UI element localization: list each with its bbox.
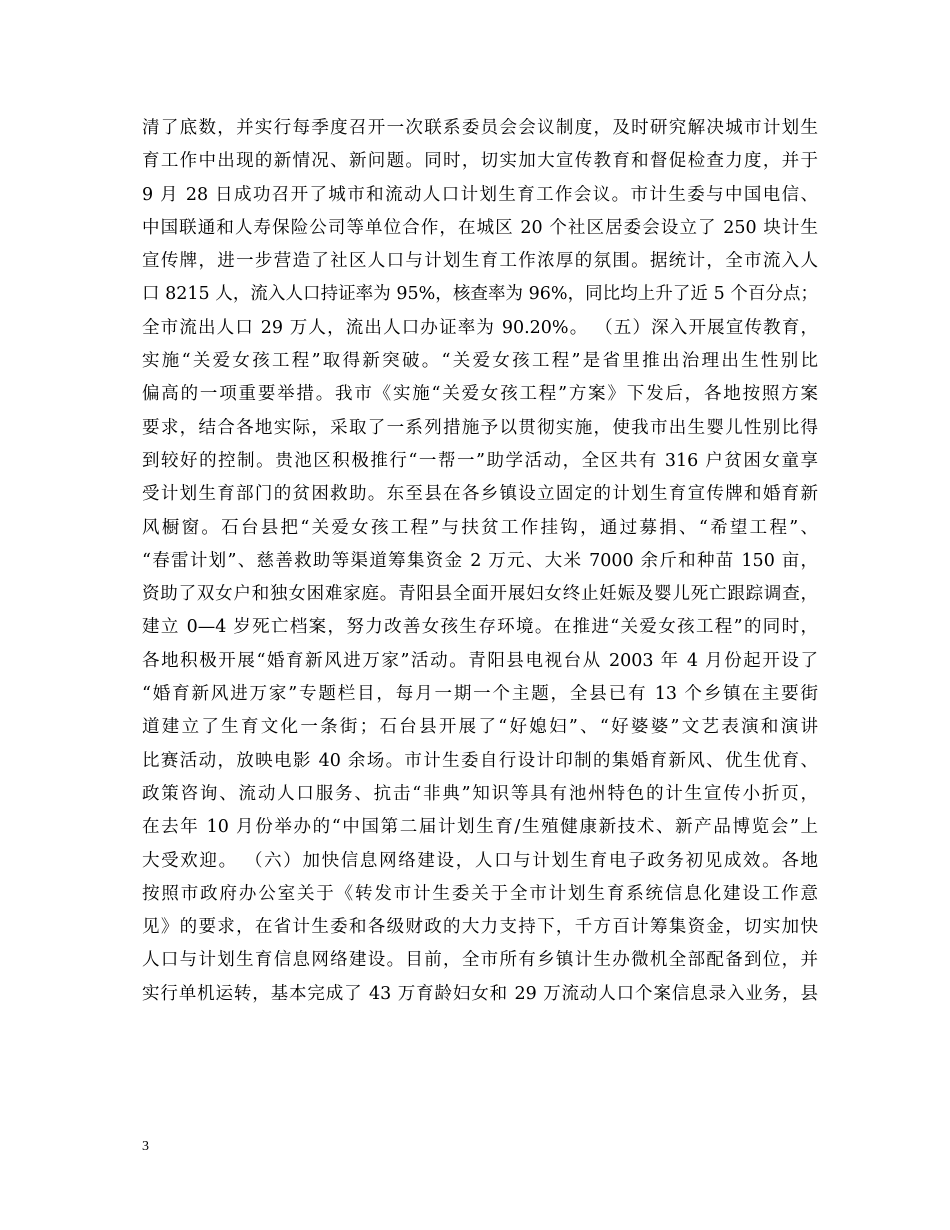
text-line: 资助了双女户和独女困难家庭。青阳县全面开展妇女终止妊娠及婴儿死亡跟踪调查， (142, 584, 818, 605)
text-line: 大受欢迎。 （六）加快信息网络建设，人口与计划生育电子政务初见成效。各地 (142, 850, 818, 871)
text-line: 9 月 28 日成功召开了城市和流动人口计划生育工作会议。市计生委与中国电信、 (142, 184, 818, 205)
text-line: “春雷计划”、慈善救助等渠道筹集资金 2 万元、大米 7000 余斤和种苗 150 亩， (142, 550, 818, 571)
text-line: 受计划生育部门的贫困救助。东至县在各乡镇设立固定的计划生育宣传牌和婚育新 (142, 484, 818, 505)
text-line: 各地积极开展“婚育新风进万家”活动。青阳县电视台从 2003 年 4 月份起开设了 (142, 650, 818, 671)
text-line: 见》的要求，在省计生委和各级财政的大力支持下，千方百计筹集资金，切实加快 (142, 917, 818, 938)
text-line: 建立 0—4 岁死亡档案，努力改善女孩生存环境。在推进“关爱女孩工程”的同时， (142, 617, 818, 638)
text-line: 宣传牌，进一步营造了社区人口与计划生育工作浓厚的氛围。据统计，全市流入人 (142, 251, 818, 272)
text-line: 到较好的控制。贵池区积极推行“一帮一”助学活动，全区共有 316 户贫困女童享 (142, 450, 818, 471)
text-line: 口 8215 人，流入人口持证率为 95%，核查率为 96%，同比均上升了近 5 个百分点； (142, 284, 818, 305)
body-text (142, 112, 818, 1011)
text-line: 政策咨询、流动人口服务、抗击“非典”知识等具有池州特色的计生宣传小折页， (142, 783, 818, 804)
text-line: 人口与计划生育信息网络建设。目前，全市所有乡镇计生办微机全部配备到位，并 (142, 950, 818, 971)
page-number: 3 (142, 1139, 149, 1154)
text-line: 实施“关爱女孩工程”取得新突破。“关爱女孩工程”是省里推出治理出生性别比 (142, 351, 818, 372)
text-line: 按照市政府办公室关于《转发市计生委关于全市计划生育系统信息化建设工作意 (142, 883, 818, 904)
text-line: 全市流出人口 29 万人，流出人口办证率为 90.20%。 （五）深入开展宣传教育， (142, 317, 818, 338)
text-line: “婚育新风进万家”专题栏目，每月一期一个主题，全县已有 13 个乡镇在主要街 (142, 684, 818, 705)
text-line: 育工作中出现的新情况、新问题。同时，切实加大宣传教育和督促检查力度，并于 (142, 151, 818, 172)
text-line: 要求，结合各地实际，采取了一系列措施予以贯彻实施，使我市出生婴儿性别比得 (142, 417, 818, 438)
text-line: 实行单机运转，基本完成了 43 万育龄妇女和 29 万流动人口个案信息录入业务，县 (142, 983, 818, 1004)
text-line: 偏高的一项重要举措。我市《实施“关爱女孩工程”方案》下发后，各地按照方案 (142, 384, 818, 405)
text-line: 道建立了生育文化一条街；石台县开展了“好媳妇”、“好婆婆”文艺表演和演讲 (142, 717, 818, 738)
text-line: 比赛活动，放映电影 40 余场。市计生委自行设计印制的集婚育新风、优生优育、 (142, 750, 818, 771)
text-line: 中国联通和人寿保险公司等单位合作，在城区 20 个社区居委会设立了 250 块计生 (142, 217, 818, 238)
text-line: 在去年 10 月份举办的“中国第二届计划生育/生殖健康新技术、新产品博览会”上 (142, 817, 818, 838)
text-line: 风橱窗。石台县把“关爱女孩工程”与扶贫工作挂钩，通过募捐、“希望工程”、 (142, 517, 818, 538)
text-line: 清了底数，并实行每季度召开一次联系委员会会议制度，及时研究解决城市计划生 (142, 118, 818, 138)
